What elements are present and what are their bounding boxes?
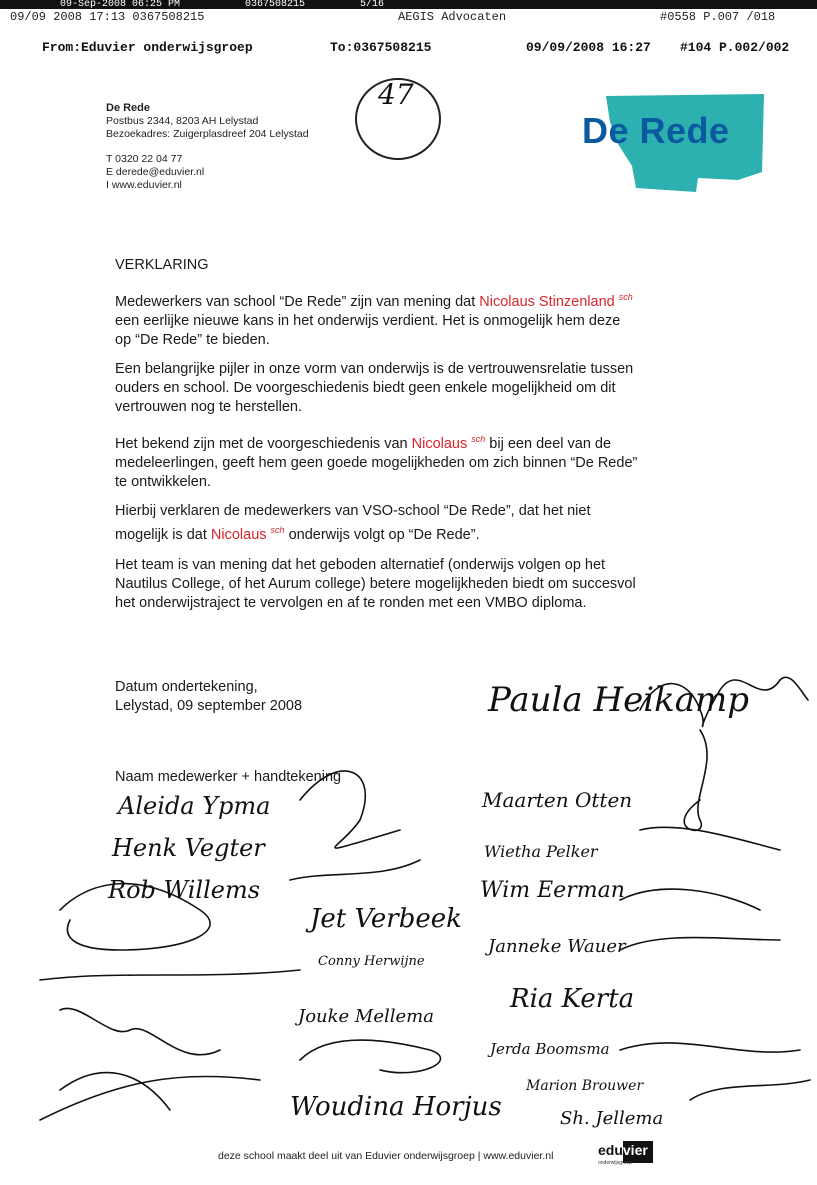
p5-text-a: Het team is van mening dat het geboden alternatief (onderwijs volgen op het [115, 557, 606, 573]
sender-name: De Rede [106, 102, 151, 114]
signature-rob-willems: Rob Willems [108, 876, 261, 904]
paragraph-3 [115, 430, 755, 492]
p3-text-c: te ontwikkelen. [115, 474, 211, 490]
p5-text-c: het onderwijstraject te vervolgen en af te ronden met een VMBO diploma. [115, 595, 587, 611]
p3-text-a2: bij een deel van de [485, 436, 612, 452]
p1-text-b: een eerlijke nieuwe kans in het onderwijs verdient. Het is onmogelijk hem deze [115, 313, 621, 329]
signature-maarten-otten: Maarten Otten [482, 788, 633, 812]
fax-page: #104 P.002/002 [680, 40, 790, 55]
signature-aleida-ypma: Aleida Ypma [118, 792, 271, 820]
footer-brand-a: edu [598, 1142, 623, 1158]
p1-text-c: op “De Rede” te bieden. [115, 332, 270, 348]
paragraph-1 [115, 288, 755, 350]
paragraph-4 [115, 502, 755, 545]
letter-heading: VERKLARING [115, 257, 209, 273]
p1-text-a: Medewerkers van school “De Rede” zijn van mening dat [115, 294, 480, 310]
fax-line0-page: 5/16 [360, 0, 385, 10]
signature-marion-brouwer: Marion Brouwer [526, 1078, 644, 1094]
p3-sup: sch [471, 434, 486, 444]
p3-text-a: Het bekend zijn met de voorgeschiedenis van [115, 436, 412, 452]
signature-jet-verbeek: Jet Verbeek [310, 904, 462, 934]
footer-brand-b: vier [622, 1142, 648, 1158]
signature-jerda-boomsma: Jerda Boomsma [490, 1040, 610, 1058]
sender-postal: Postbus 2344, 8203 AH Lelystad [106, 115, 259, 127]
signature-sh-jellema: Sh. Jellema [560, 1108, 664, 1129]
sender-web: I www.eduvier.nl [106, 179, 182, 191]
p4-text-a: Hierbij verklaren de medewerkers van VSO-school “De Rede”, dat het niet [115, 503, 591, 519]
signature-wim-eerman: Wim Eerman [480, 878, 625, 903]
fax-line1-center: AEGIS Advocaten [398, 10, 507, 24]
p4-sup: sch [270, 525, 285, 535]
sender-block [106, 102, 309, 192]
signature-woudina-horjus: Woudina Horjus [290, 1092, 502, 1122]
paragraph-5 [115, 556, 755, 613]
student-name: Nicolaus Stinzenland [479, 294, 615, 310]
signature-jouke-mellema: Jouke Mellema [298, 1006, 434, 1027]
p2-text-a: Een belangrijke pijler in onze vorm van onderwijs is de vertrouwensrelatie tussen [115, 361, 634, 377]
fax-line0-number: 0367508215 [245, 0, 306, 10]
fax-from: From:Eduvier onderwijsgroep [42, 40, 253, 55]
p1-sup: sch [618, 292, 633, 302]
p5-text-b: Nautilus College, of het Aurum college) betere mogelijkheden biedt om succesvol [115, 576, 636, 592]
signature-paula-heikamp: Paula Heikamp [488, 680, 749, 720]
p4-text-b2: onderwijs volgt op “De Rede”. [284, 527, 480, 543]
logo-text: De Rede [582, 110, 730, 151]
fax-to: To:0367508215 [330, 40, 432, 55]
signature-henk-vegter: Henk Vegter [112, 834, 265, 862]
student-name-2: Nicolaus [411, 436, 468, 452]
sender-phone: T 0320 22 04 77 [106, 153, 183, 165]
signature-conny-herwijne: Conny Herwijne [318, 954, 425, 969]
fax-line0-date: 09-Sep-2008 06:25 PM [60, 0, 181, 10]
fax-date: 09/09/2008 16:27 [526, 40, 651, 55]
footer-text: deze school maakt deel uit van Eduvier onderwijsgroep | www.eduvier.nl [218, 1150, 554, 1162]
footer-brand [598, 1142, 648, 1158]
paragraph-2 [115, 360, 755, 417]
signature-janneke-wauer: Janneke Wauer [488, 936, 626, 957]
footer-brand-sub: onderwijsgroep [598, 1160, 632, 1166]
student-name-3: Nicolaus [210, 527, 267, 543]
p2-text-c: vertrouwen nog te herstellen. [115, 399, 302, 415]
date-value: Lelystad, 09 september 2008 [115, 698, 303, 714]
sender-visit: Bezoekadres: Zuigerplasdreef 204 Lelystad [106, 128, 309, 140]
stamp-number: 47 [378, 78, 414, 111]
fax-line1-right: #0558 P.007 /018 [660, 10, 776, 24]
sign-label: Naam medewerker + handtekening [115, 769, 342, 785]
signature-wietha-pelker: Wietha Pelker [484, 842, 598, 861]
fax-line1-left: 09/09 2008 17:13 0367508215 [10, 10, 205, 24]
signature-ria-kerta: Ria Kerta [510, 984, 635, 1014]
sender-email: E derede@eduvier.nl [106, 166, 205, 178]
p3-text-b: medeleerlingen, geeft hem geen goede mogelijkheden om zich binnen “De Rede” [115, 455, 638, 471]
p2-text-b: ouders en school. De voorgeschiedenis biedt geen enkele mogelijkheid om dit [115, 380, 616, 396]
p4-text-b1: mogelijk is dat [115, 527, 211, 543]
date-label: Datum ondertekening, [115, 679, 258, 695]
